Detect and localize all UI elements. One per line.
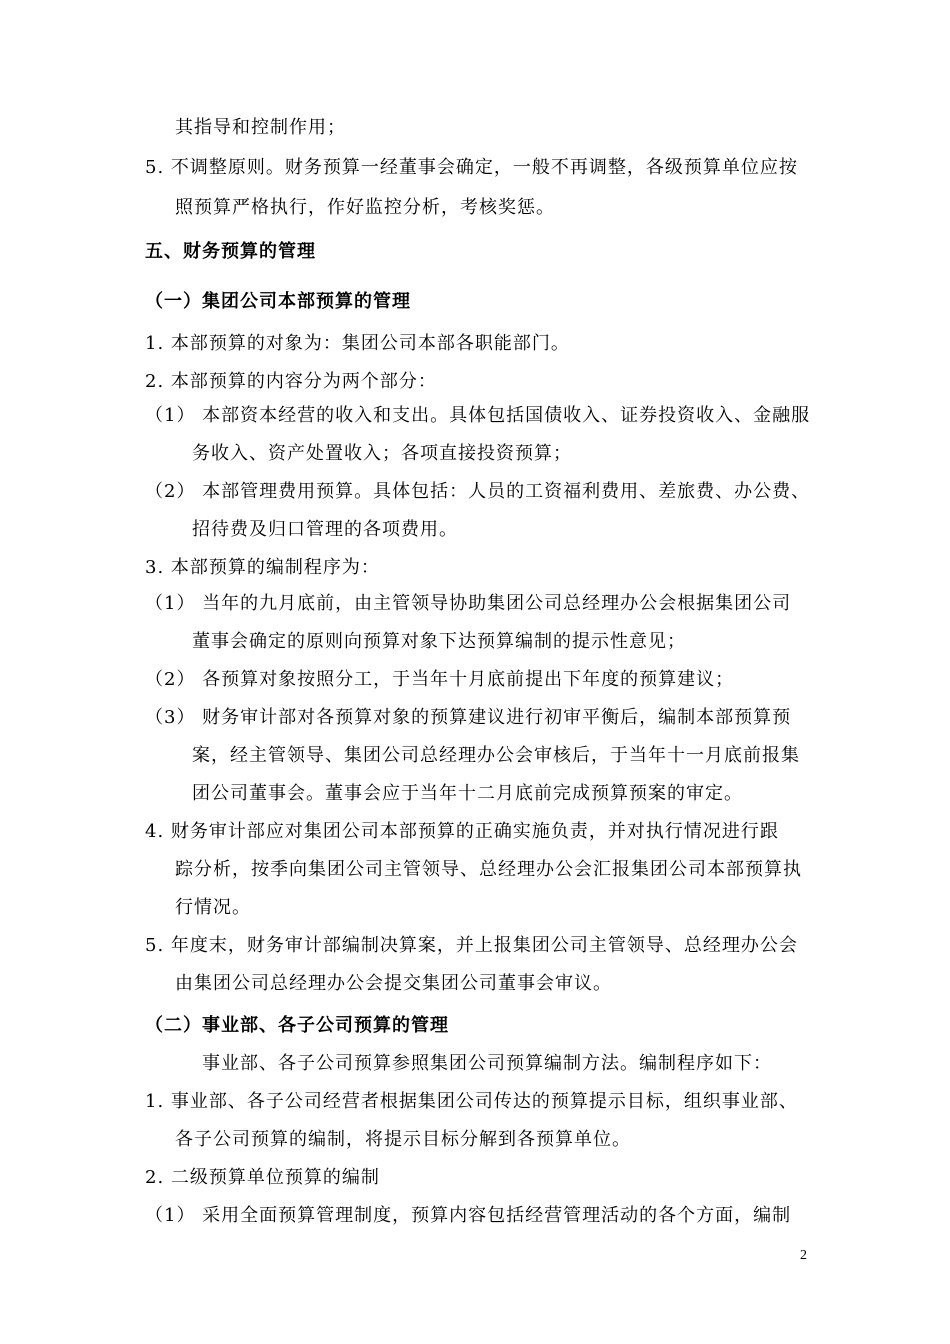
paragraph-text: 事业部、各子公司预算参照集团公司预算编制方法。编制程序如下： xyxy=(202,1053,772,1074)
sub-item-2: （2） 本部管理费用预算。具体包括：人员的工资福利费用、差旅费、办公费、 xyxy=(145,481,811,502)
sub-item-3: （3） 财务审计部对各预算对象的预算建议进行初审平衡后，编制本部预算预 xyxy=(145,707,792,728)
text-line: 招待费及归口管理的各项费用。 xyxy=(192,519,458,540)
list-item-2: 2. 本部预算的内容分为两个部分： xyxy=(145,371,437,392)
text-line: 团公司董事会。董事会应于当年十二月底前完成预算预案的审定。 xyxy=(192,783,743,804)
text-line: 案，经主管领导、集团公司总经理办公会审核后，于当年十一月底前报集 xyxy=(192,745,800,766)
list-item-4: 4. 财务审计部应对集团公司本部预算的正确实施负责，并对执行情况进行跟 xyxy=(145,821,779,842)
list-item-1: 1. 本部预算的对象为：集团公司本部各职能部门。 xyxy=(145,333,570,354)
subsection-heading: （一）集团公司本部预算的管理 xyxy=(145,291,411,312)
text-line: 行情况。 xyxy=(175,897,251,918)
list-item-3: 3. 本部预算的编制程序为： xyxy=(145,557,380,578)
sub-item-1: （1） 采用全面预算管理制度，预算内容包括经营管理活动的各个方面，编制 xyxy=(145,1205,792,1226)
section-heading: 五、财务预算的管理 xyxy=(145,241,316,262)
text-line: 由集团公司总经理办公会提交集团公司董事会审议。 xyxy=(175,973,612,994)
subsection-heading: （二）事业部、各子公司预算的管理 xyxy=(145,1015,449,1036)
sub-item-1: （1） 本部资本经营的收入和支出。具体包括国债收入、证券投资收入、金融服 xyxy=(145,405,811,426)
text-line: 照预算严格执行，作好监控分析，考核奖惩。 xyxy=(175,197,555,218)
sub-item-1: （1） 当年的九月底前，由主管领导协助集团公司总经理办公会根据集团公司 xyxy=(145,593,792,614)
list-item-1: 1. 事业部、各子公司经营者根据集团公司传达的预算提示目标，组织事业部、 xyxy=(145,1091,798,1112)
sub-item-2: （2） 各预算对象按照分工，于当年十月底前提出下年度的预算建议； xyxy=(145,669,735,690)
page-number: 2 xyxy=(800,1248,807,1263)
text-line: 踪分析，按季向集团公司主管领导、总经理办公会汇报集团公司本部预算执 xyxy=(175,859,802,880)
text-line: 董事会确定的原则向预算对象下达预算编制的提示性意见； xyxy=(192,631,686,652)
text-line: 各子公司预算的编制，将提示目标分解到各预算单位。 xyxy=(175,1129,631,1150)
list-item-5: 5. 年度末，财务审计部编制决算案，并上报集团公司主管领导、总经理办公会 xyxy=(145,935,798,956)
text-line: 其指导和控制作用； xyxy=(175,117,346,138)
text-line: 务收入、资产处置收入；各项直接投资预算； xyxy=(192,443,572,464)
list-item-2: 2. 二级预算单位预算的编制 xyxy=(145,1167,380,1188)
list-item-5: 5. 不调整原则。财务预算一经董事会确定，一般不再调整，各级预算单位应按 xyxy=(145,157,798,178)
